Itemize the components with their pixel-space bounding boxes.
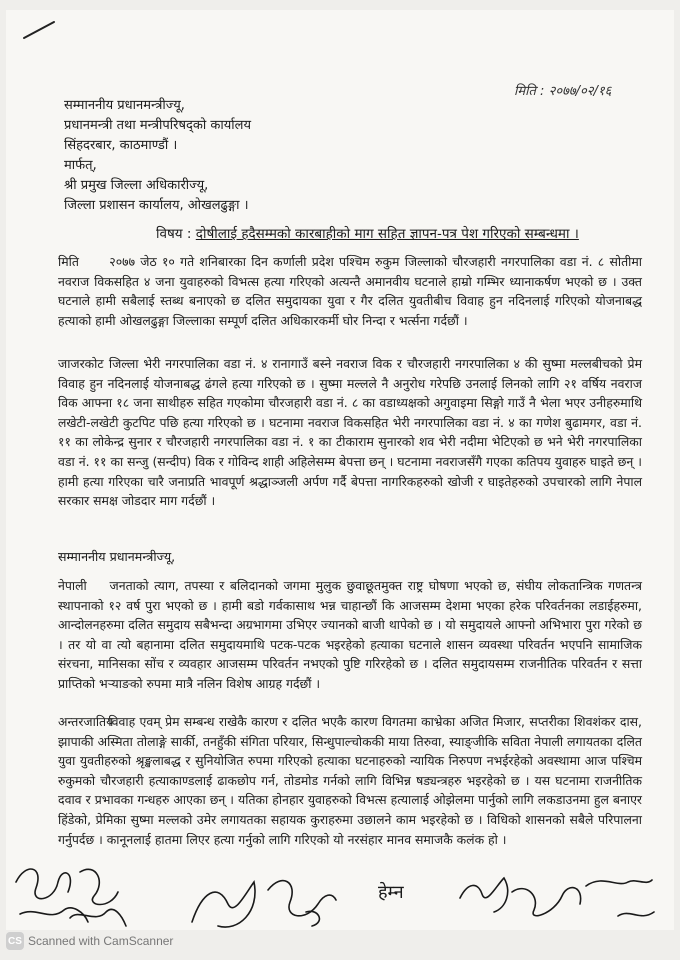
watermark-text: Scanned with CamScanner xyxy=(28,934,174,948)
paragraph-body: २०७७ जेठ १० गते शनिबारका दिन कर्णाली प्रदेश पश्चिम रुकुम जिल्लाको चौरजहारी नगरपालिका वडा नं. ८ सोतीमा नवराज विकसहित ४ जना युवाहरुको विभत्स हत्या गरिएको अत्यन्तै अमानवीय घटनाले हाम्रो गम्भिर ध्यानाकर्षण भएको छ । उक्त घटनाले हामी सबैलाई स्तब्ध बनाएको छ दलित समुदायका युवा र गैर दलित युवतीबीच विवाह हुन नदिनलाई गरिएको योजनाबद्ध हत्याको हामी ओखलढुङ्गा जिल्लाका सम्पूर्ण दलित अधिकारकर्मी घोर निन्दा र भर्त्सना गर्दछौं । xyxy=(58,254,642,328)
paragraph-2 xyxy=(58,354,642,511)
pen-stroke-mark xyxy=(20,16,60,42)
subject-line xyxy=(156,224,579,242)
paragraph-lead: मिति xyxy=(58,254,79,269)
scanner-watermark xyxy=(6,932,173,950)
camscanner-logo-icon: CS xyxy=(6,932,24,950)
address-line: श्री प्रमुख जिल्ला अधिकारीज्यू, xyxy=(64,178,209,193)
paragraph-body: विवाह एवम् प्रेम सम्बन्ध राखेकै कारण र दलित भएकै कारण विगतमा काभ्रेका अजित मिजार, सप्तरीका शिवशंकर दास, झापाकी अस्मिता तोलाङ्गे सार्की, तनहुँकी संगिता परियार, सिन्धुपाल्चोककी माया तिरुवा, स्याङ्जीकि सविता नेपाली लगायतका दलित युवा युवतीहरुको श्रृङ्खलाबद्ध र सुनियोजित रुपमा गरिएको हत्याका घटनाहरुको न्यायिक निरुपण नभईरहेको अवस्थामा आज पश्चिम रुकुमको चौरजहारी हत्याकाण्डलाई ढाकछोप गर्न, तोडमोड गर्नको लागि विभिन्न षड्यन्त्रहरु भइरहेको छ । यस घटनामा राजनीतिक दवाव र प्रभावका गन्धहरु आएका छन् । यतिका होनहार युवाहरुको विभत्स हत्यालाई ओझेलमा पार्नुको लागि लकडाउनमा हुल बनाएर हिंडेको, प्रेमिका सुष्मा मल्लको उमेर लगायतका सहायक कुराहरुमा उछालने काम भइरहेको छ । विधिको शासनको सबैले परिपालना गर्नुपर्दछ । कानूनलाई हातमा लिएर हत्या गर्नुको लागि गरिएको यो नरसंहार मानव समाजकै कलंक हो । xyxy=(58,714,642,847)
document-page xyxy=(6,10,674,930)
letter-date: मिति : २०७७/०२/१६ xyxy=(514,84,612,99)
handwritten-signature xyxy=(16,869,654,927)
address-line: सम्माननीय प्रधानमन्त्रीज्यू, xyxy=(64,98,185,113)
recipient-address xyxy=(64,96,251,216)
address-line: जिल्ला प्रशासन कार्यालय, ओखलढुङ्गा । xyxy=(64,198,249,213)
paragraph-3 xyxy=(58,576,642,694)
paragraph-lead: अन्तरजातिय xyxy=(58,714,114,729)
signature-text: हेम्न xyxy=(378,882,404,903)
paragraph-body: जिल्ला भेरी नगरपालिका वडा नं. ४ रानागाउँ बस्ने नवराज विक र चौरजहारी नगरपालिका ४ की सुष्मा मल्लबीचको प्रेम विवाह हुन नदिनलाई योजनाबद्ध ढंगले हत्या गरिएको छ । सुष्मा मल्लले नै अनुरोध गरेपछि उनलाई लिनको लागि २१ वर्षिय नवराज विक आफ्ना १८ जना साथीहरु सहित गएकोमा चौरजहारी वडा नं. ८ का वडाध्यक्षको अगुवाइमा सिङ्गो गाउँ नै भेला भएर उनीहरुमाथि लखेटी-लखेटी कुटपिट पछि हत्या गरिएको छ । घटनामा नवराज विकसहित भेरी नगरपालिका वडा नं. ४ का गणेश बुढामगर, वडा नं. ११ का लोकेन्द्र सुनार र चौरजहारी नगरपालिका वडा नं. १ का टीकाराम सुनारको शव भेरी नदीमा भेटिएको छ भने भेरी नगरपालिका वडा नं. ११ का सन्जु (सन्दीप) विक र गोविन्द शाही अहिलेसम्म बेपत्ता छन् । घटनामा नवराजसँगै गएका कतिपय युवाहरु घाइते छन् । हामी हत्या गरिएका चारै जनाप्रति भावपूर्ण श्रद्धाञ्जली अर्पण गर्दै बेपत्ता नागरिकहरुको खोजी र घाइतेहरुको उपचारको लागि नेपाल सरकार समक्ष जोडदार माग गर्दछौं । xyxy=(58,356,642,509)
address-line: सिंहदरबार, काठमाण्डौं । xyxy=(64,138,178,153)
paragraph-lead: जाजरकोट xyxy=(58,356,104,371)
paragraph-4 xyxy=(58,712,642,849)
salutation: सम्माननीय प्रधानमन्त्रीज्यू, xyxy=(58,549,176,564)
address-line: मार्फत्, xyxy=(64,158,97,173)
paragraph-1 xyxy=(58,252,642,330)
subject-label: विषय : xyxy=(156,226,192,242)
subject-text: दोषीलाई हदैसम्मको कारबाहीको माग सहित ज्ञापन-पत्र पेश गरिएको सम्बन्धमा । xyxy=(195,226,579,242)
paragraph-body: जनताको त्याग, तपस्या र बलिदानको जगमा मुलुक छुवाछूतमुक्त राष्ट्र घोषणा भएको छ, संघीय लोकतान्त्रिक गणतन्त्र स्थापनाको १२ वर्ष पुरा भएको छ । हामी बडो गर्वकासाथ भन्न चाहान्छौं कि आजसम्म देशमा भएका हरेक परिवर्तनका लडाईहरुमा, आन्दोलनहरुमा दलित समुदाय सबैभन्दा अग्रभागमा उभिएर ज्यानको बाजी थापेको छ । यो समुदायले आफ्नो अभिभारा पुरा गरेको छ । तर यो वा त्यो बहानामा दलित समुदायमाथि पटक-पटक भइरहेको हत्याका घटनाले शासन व्यवस्था परिवर्तन भएपनि सामाजिक संरचना, मानिसका सोंच र व्यवहार आजसम्म परिवर्तन नभएको पुष्टि गरिरहेको छ । दलित समुदायसम्म राजनीतिक परिवर्तन र सत्ता प्राप्तिको भऱ्याङको रुपमा मात्रै नलिन विशेष आग्रह गर्दछौं । xyxy=(58,578,643,691)
signatures-area xyxy=(6,852,674,942)
paragraph-lead: नेपाली xyxy=(58,578,87,593)
address-line: प्रधानमन्त्री तथा मन्त्रीपरिषद्को कार्यालय xyxy=(64,118,251,133)
